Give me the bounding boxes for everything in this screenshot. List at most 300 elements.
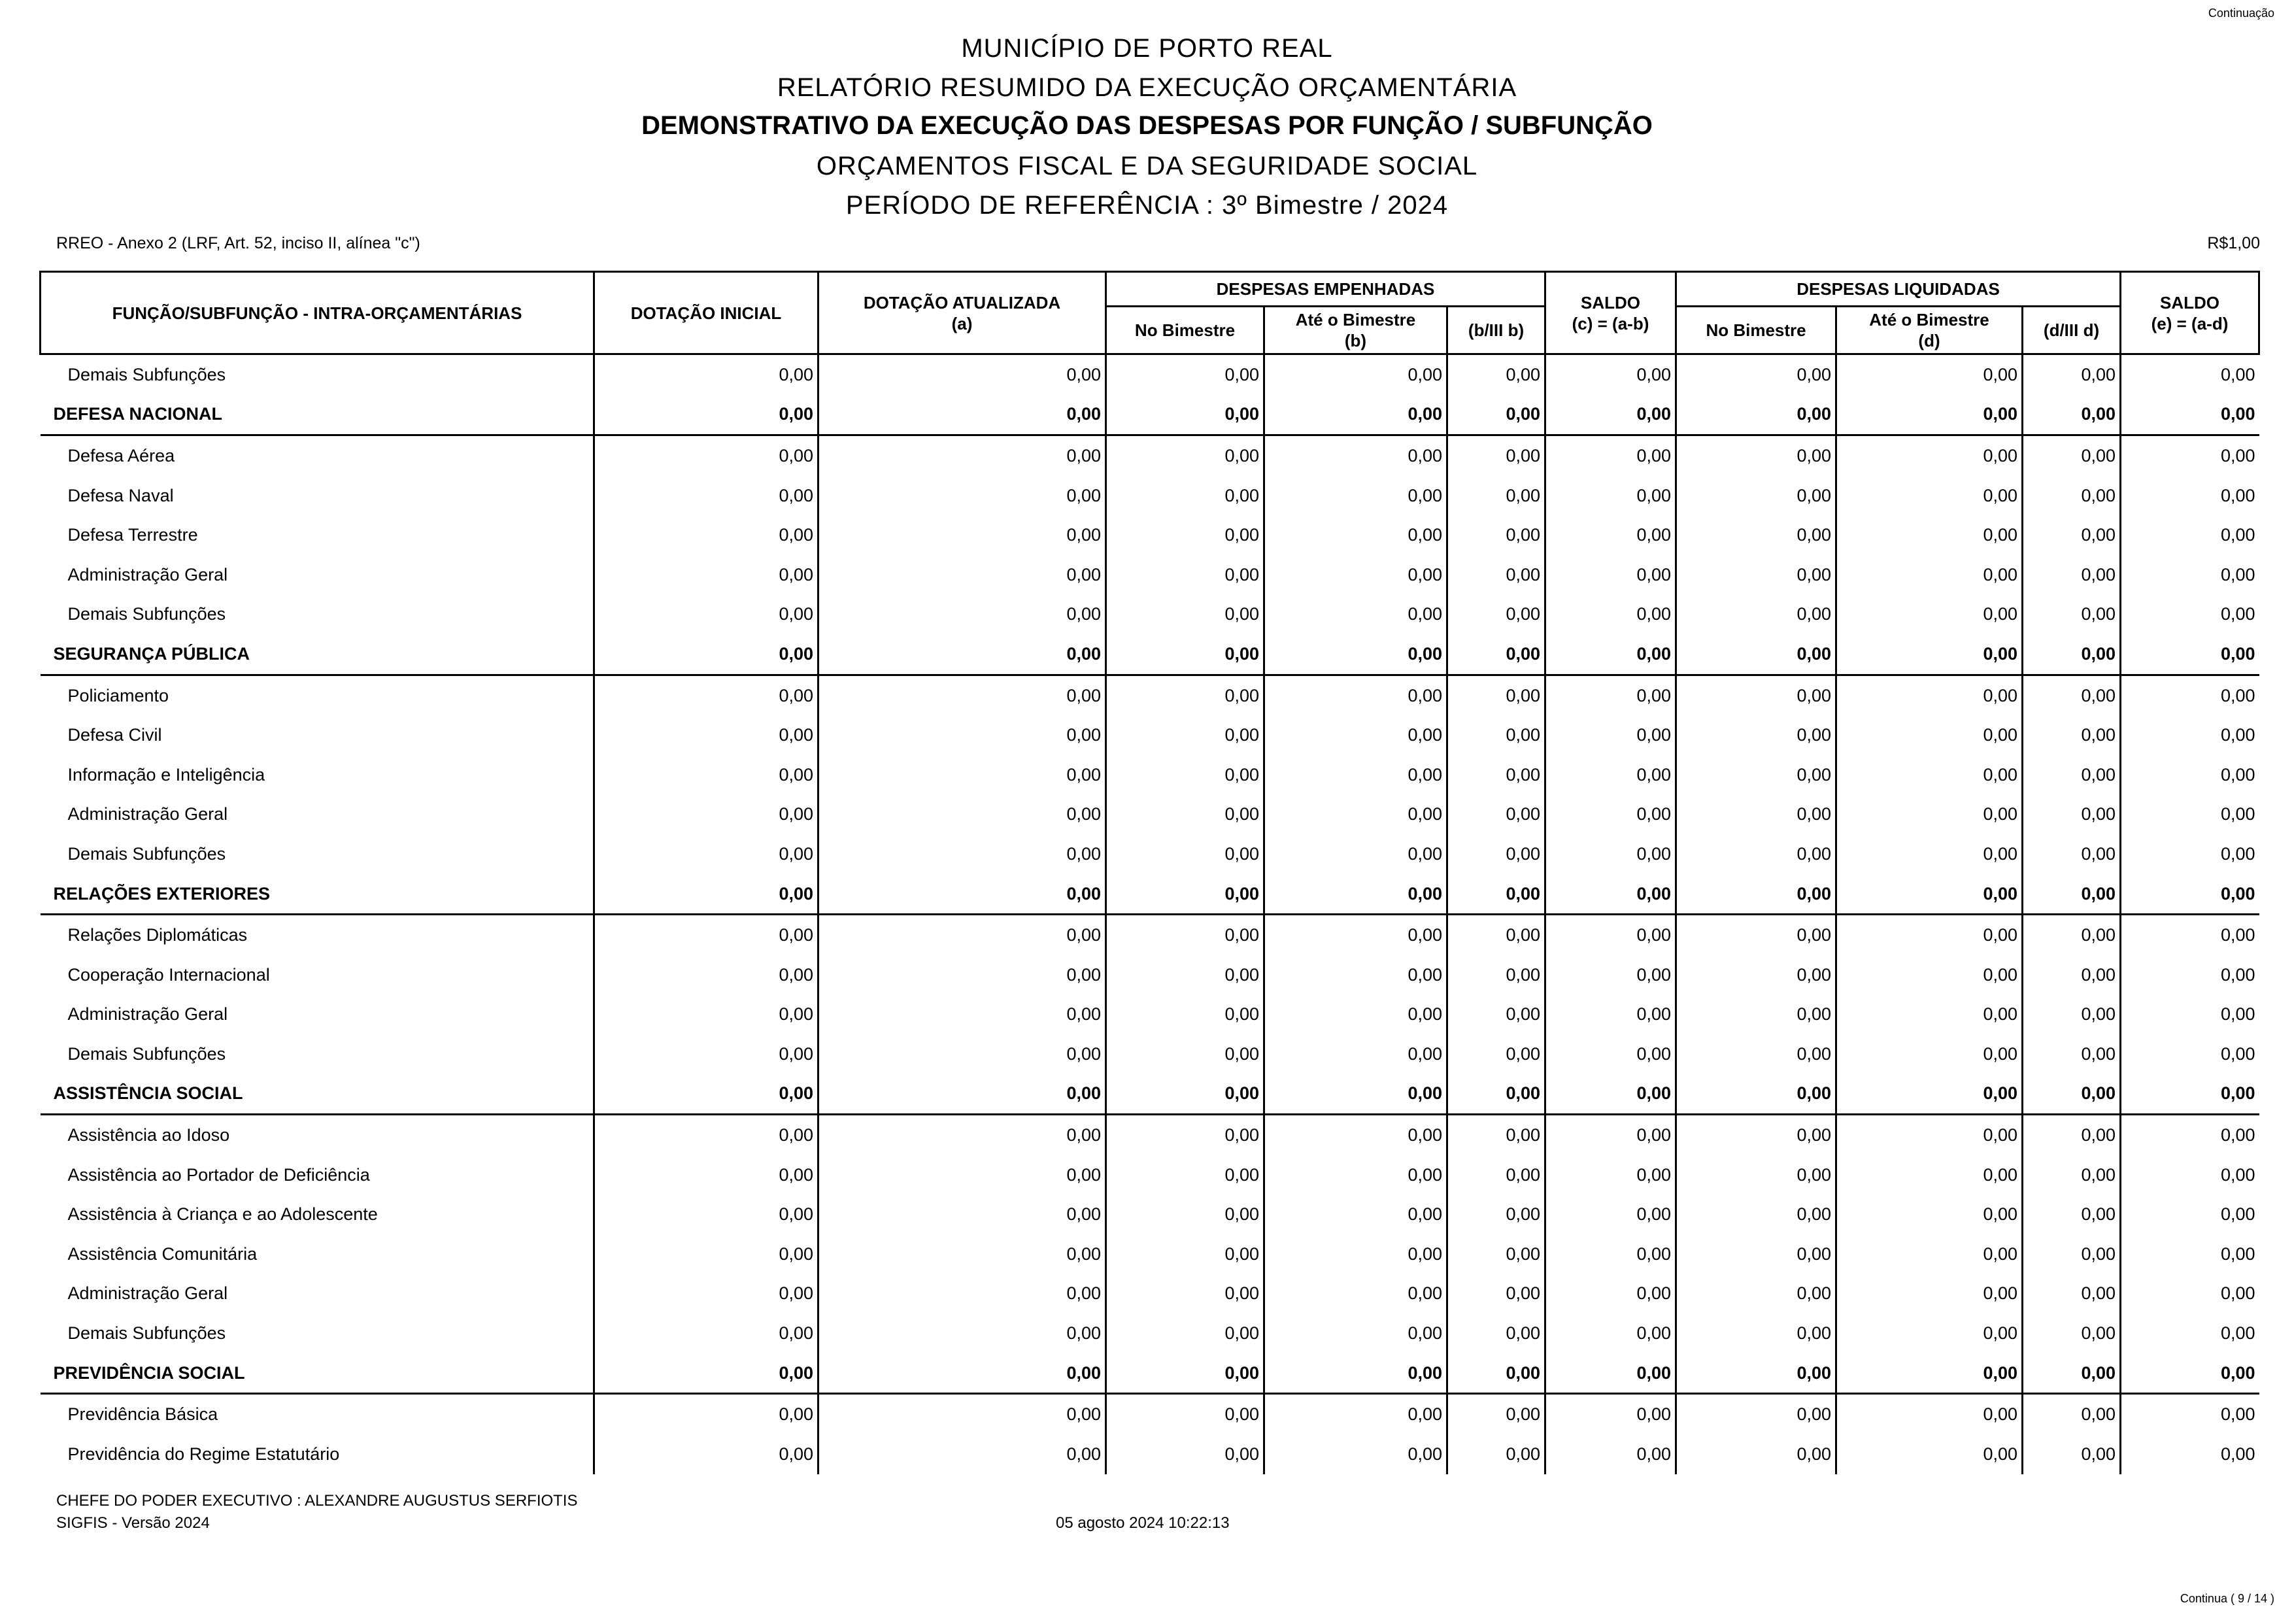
value-cell: 0,00: [818, 1234, 1106, 1274]
value-cell: 0,00: [1447, 1074, 1545, 1115]
value-cell: 0,00: [818, 915, 1106, 955]
value-cell: 0,00: [1264, 1034, 1447, 1074]
value-cell: 0,00: [818, 874, 1106, 915]
subfunction-label: Assistência ao Portador de Deficiência: [67, 1164, 370, 1185]
value-cell: 0,00: [1106, 354, 1264, 395]
value-cell: 0,00: [1545, 1274, 1676, 1314]
value-cell: 0,00: [1264, 1194, 1447, 1234]
subfunction-row: [41, 1394, 2259, 1434]
value-cell: 0,00: [1447, 915, 1545, 955]
value-cell: 0,00: [1545, 915, 1676, 955]
value-cell: 0,00: [594, 795, 818, 835]
function-label: DEFESA NACIONAL: [41, 395, 594, 435]
budget-scope-title: ORÇAMENTOS FISCAL E DA SEGURIDADE SOCIAL: [816, 152, 1478, 180]
subfunction-label: Assistência Comunitária: [67, 1243, 258, 1264]
value-cell: 0,00: [1545, 1115, 1676, 1155]
value-cell: 0,00: [818, 555, 1106, 595]
value-cell: 0,00: [1676, 1274, 1836, 1314]
value-cell: 0,00: [1836, 435, 2023, 476]
value-cell: 0,00: [594, 1034, 818, 1074]
value-cell: 0,00: [1106, 915, 1264, 955]
value-cell: 0,00: [2121, 555, 2259, 595]
value-cell: 0,00: [1447, 515, 1545, 555]
header-emp-no-bimestre: No Bimestre: [1106, 307, 1264, 354]
header-emp-ate-bimestre-label: Até o Bimestre: [1295, 310, 1416, 330]
value-cell: 0,00: [1264, 354, 1447, 395]
subfunction-row: [41, 1034, 2259, 1074]
value-cell: 0,00: [1676, 555, 1836, 595]
value-cell: 0,00: [1447, 1155, 1545, 1195]
value-cell: 0,00: [594, 1434, 818, 1474]
value-cell: 0,00: [818, 1034, 1106, 1074]
continuation-note: Continuação: [2208, 7, 2274, 20]
value-cell: 0,00: [1836, 1034, 2023, 1074]
value-cell: 0,00: [1447, 1115, 1545, 1155]
function-label: PREVIDÊNCIA SOCIAL: [41, 1353, 594, 1394]
value-cell: 0,00: [1106, 955, 1264, 995]
municipality-title: MUNICÍPIO DE PORTO REAL: [961, 34, 1333, 63]
header-dotacao-atualizada-sub: (a): [951, 313, 973, 333]
value-cell: 0,00: [2121, 1115, 2259, 1155]
value-cell: 0,00: [1545, 395, 1676, 435]
value-cell: 0,00: [2121, 874, 2259, 915]
value-cell: 0,00: [1545, 755, 1676, 795]
value-cell: 0,00: [1676, 1313, 1836, 1353]
value-cell: 0,00: [1836, 595, 2023, 635]
subfunction-row: [41, 834, 2259, 874]
value-cell: 0,00: [1545, 675, 1676, 715]
value-cell: 0,00: [594, 755, 818, 795]
value-cell: 0,00: [818, 1194, 1106, 1234]
subfunction-row: [41, 715, 2259, 755]
value-cell: 0,00: [1676, 395, 1836, 435]
subfunction-row: [41, 955, 2259, 995]
value-cell: 0,00: [1447, 955, 1545, 995]
value-cell: 0,00: [1447, 795, 1545, 835]
reference-period: PERÍODO DE REFERÊNCIA : 3º Bimestre / 2024: [845, 191, 1449, 220]
subfunction-row: [41, 675, 2259, 715]
value-cell: 0,00: [1545, 715, 1676, 755]
table-body: [41, 354, 2259, 1474]
value-cell: 0,00: [2023, 955, 2121, 995]
value-cell: 0,00: [2023, 834, 2121, 874]
value-cell: 0,00: [1447, 476, 1545, 516]
value-cell: 0,00: [1676, 634, 1836, 675]
currency-unit: R$1,00: [2207, 234, 2260, 252]
value-cell: 0,00: [2023, 1194, 2121, 1234]
value-cell: 0,00: [1676, 1394, 1836, 1434]
value-cell: 0,00: [1836, 476, 2023, 516]
function-label: RELAÇÕES EXTERIORES: [41, 874, 594, 915]
subfunction-row: [41, 915, 2259, 955]
subfunction-label: Previdência Básica: [67, 1404, 218, 1425]
value-cell: 0,00: [594, 995, 818, 1035]
subfunction-row: [41, 595, 2259, 635]
value-cell: 0,00: [1106, 515, 1264, 555]
value-cell: 0,00: [1264, 476, 1447, 516]
value-cell: 0,00: [818, 715, 1106, 755]
value-cell: 0,00: [1676, 1115, 1836, 1155]
value-cell: 0,00: [1676, 354, 1836, 395]
subfunction-row: [41, 555, 2259, 595]
value-cell: 0,00: [594, 555, 818, 595]
value-cell: 0,00: [1106, 675, 1264, 715]
header-saldo-c-label: SALDO: [1581, 292, 1641, 313]
value-cell: 0,00: [2121, 515, 2259, 555]
value-cell: 0,00: [1836, 1353, 2023, 1394]
value-cell: 0,00: [1106, 595, 1264, 635]
value-cell: 0,00: [594, 1074, 818, 1115]
subfunction-label: Defesa Naval: [67, 485, 174, 505]
subfunction-row: [41, 435, 2259, 476]
value-cell: 0,00: [1545, 1194, 1676, 1234]
value-cell: 0,00: [1264, 755, 1447, 795]
value-cell: 0,00: [1447, 1313, 1545, 1353]
system-version: SIGFIS - Versão 2024: [56, 1514, 210, 1532]
value-cell: 0,00: [1264, 395, 1447, 435]
value-cell: 0,00: [594, 435, 818, 476]
value-cell: 0,00: [1106, 1274, 1264, 1314]
function-total-row: [41, 1353, 2259, 1394]
value-cell: 0,00: [1264, 715, 1447, 755]
value-cell: 0,00: [2121, 1274, 2259, 1314]
value-cell: 0,00: [818, 395, 1106, 435]
subfunction-row: [41, 354, 2259, 395]
value-cell: 0,00: [1545, 435, 1676, 476]
value-cell: 0,00: [2023, 755, 2121, 795]
value-cell: 0,00: [1836, 755, 2023, 795]
value-cell: 0,00: [1264, 955, 1447, 995]
value-cell: 0,00: [1106, 634, 1264, 675]
value-cell: 0,00: [1676, 435, 1836, 476]
value-cell: 0,00: [2121, 1313, 2259, 1353]
value-cell: 0,00: [1106, 435, 1264, 476]
value-cell: 0,00: [1676, 476, 1836, 516]
value-cell: 0,00: [1545, 1434, 1676, 1474]
value-cell: 0,00: [1676, 874, 1836, 915]
subfunction-row: [41, 995, 2259, 1035]
value-cell: 0,00: [1836, 1313, 2023, 1353]
value-cell: 0,00: [594, 915, 818, 955]
value-cell: 0,00: [1545, 354, 1676, 395]
value-cell: 0,00: [1447, 1034, 1545, 1074]
value-cell: 0,00: [1447, 435, 1545, 476]
subfunction-label: Administração Geral: [67, 1004, 228, 1024]
value-cell: 0,00: [1264, 834, 1447, 874]
value-cell: 0,00: [818, 1155, 1106, 1195]
value-cell: 0,00: [1836, 1115, 2023, 1155]
value-cell: 0,00: [1264, 1115, 1447, 1155]
value-cell: 0,00: [1676, 595, 1836, 635]
value-cell: 0,00: [1264, 1434, 1447, 1474]
header-liq-ate-bimestre: [1836, 307, 2023, 354]
value-cell: 0,00: [2121, 435, 2259, 476]
header-saldo-e: [2121, 272, 2259, 354]
value-cell: 0,00: [1836, 995, 2023, 1035]
subfunction-label: Relações Diplomáticas: [67, 925, 248, 945]
value-cell: 0,00: [1264, 1274, 1447, 1314]
value-cell: 0,00: [2121, 1194, 2259, 1234]
value-cell: 0,00: [1545, 995, 1676, 1035]
subfunction-row: [41, 1234, 2259, 1274]
value-cell: 0,00: [1106, 395, 1264, 435]
value-cell: 0,00: [1447, 395, 1545, 435]
value-cell: 0,00: [1264, 435, 1447, 476]
value-cell: 0,00: [1106, 1353, 1264, 1394]
value-cell: 0,00: [818, 435, 1106, 476]
value-cell: 0,00: [1676, 834, 1836, 874]
function-label: ASSISTÊNCIA SOCIAL: [41, 1074, 594, 1115]
value-cell: 0,00: [594, 715, 818, 755]
annex-reference: RREO - Anexo 2 (LRF, Art. 52, inciso II, alínea "c"): [56, 234, 420, 252]
value-cell: 0,00: [594, 1115, 818, 1155]
value-cell: 0,00: [1264, 515, 1447, 555]
value-cell: 0,00: [1447, 715, 1545, 755]
value-cell: 0,00: [1447, 1194, 1545, 1234]
value-cell: 0,00: [2121, 634, 2259, 675]
function-total-row: [41, 395, 2259, 435]
value-cell: 0,00: [1264, 1074, 1447, 1115]
value-cell: 0,00: [2121, 795, 2259, 835]
subfunction-label: Assistência à Criança e ao Adolescente: [67, 1204, 378, 1225]
value-cell: 0,00: [818, 354, 1106, 395]
function-total-row: [41, 634, 2259, 675]
header-emp-pct: (b/III b): [1447, 307, 1545, 354]
value-cell: 0,00: [2121, 915, 2259, 955]
value-cell: 0,00: [818, 476, 1106, 516]
executive-chief: CHEFE DO PODER EXECUTIVO : ALEXANDRE AUGUSTUS SERFIOTIS: [56, 1492, 578, 1510]
value-cell: 0,00: [1545, 955, 1676, 995]
value-cell: 0,00: [1545, 1155, 1676, 1195]
value-cell: 0,00: [2121, 834, 2259, 874]
value-cell: 0,00: [594, 1194, 818, 1234]
value-cell: 0,00: [1264, 675, 1447, 715]
value-cell: 0,00: [1106, 1155, 1264, 1195]
value-cell: 0,00: [1676, 1234, 1836, 1274]
value-cell: 0,00: [2023, 595, 2121, 635]
value-cell: 0,00: [2023, 1155, 2121, 1195]
value-cell: 0,00: [1545, 834, 1676, 874]
value-cell: 0,00: [2023, 715, 2121, 755]
value-cell: 0,00: [818, 634, 1106, 675]
value-cell: 0,00: [1264, 995, 1447, 1035]
value-cell: 0,00: [2023, 476, 2121, 516]
header-emp-ate-bimestre-sub: (b): [1344, 331, 1367, 350]
header-funcao: FUNÇÃO/SUBFUNÇÃO - INTRA-ORÇAMENTÁRIAS: [41, 272, 594, 354]
value-cell: 0,00: [1545, 1034, 1676, 1074]
value-cell: 0,00: [2121, 354, 2259, 395]
value-cell: 0,00: [1836, 834, 2023, 874]
value-cell: 0,00: [1447, 874, 1545, 915]
value-cell: 0,00: [2121, 955, 2259, 995]
value-cell: 0,00: [1106, 1394, 1264, 1434]
value-cell: 0,00: [1836, 715, 2023, 755]
header-emp-ate-bimestre: [1264, 307, 1447, 354]
subfunction-row: [41, 795, 2259, 835]
value-cell: 0,00: [594, 634, 818, 675]
value-cell: 0,00: [818, 834, 1106, 874]
value-cell: 0,00: [1264, 795, 1447, 835]
value-cell: 0,00: [1676, 795, 1836, 835]
value-cell: 0,00: [1836, 1234, 2023, 1274]
value-cell: 0,00: [2121, 476, 2259, 516]
value-cell: 0,00: [1545, 595, 1676, 635]
value-cell: 0,00: [2023, 1313, 2121, 1353]
value-cell: 0,00: [1264, 555, 1447, 595]
header-liq-no-bimestre: No Bimestre: [1676, 307, 1836, 354]
value-cell: 0,00: [818, 1274, 1106, 1314]
value-cell: 0,00: [2023, 435, 2121, 476]
value-cell: 0,00: [1264, 915, 1447, 955]
value-cell: 0,00: [818, 755, 1106, 795]
value-cell: 0,00: [1447, 1274, 1545, 1314]
value-cell: 0,00: [594, 955, 818, 995]
value-cell: 0,00: [1836, 675, 2023, 715]
value-cell: 0,00: [1264, 1155, 1447, 1195]
value-cell: 0,00: [2023, 995, 2121, 1035]
subfunction-label: Informação e Inteligência: [67, 764, 265, 785]
value-cell: 0,00: [1106, 555, 1264, 595]
value-cell: 0,00: [1545, 874, 1676, 915]
value-cell: 0,00: [2023, 395, 2121, 435]
value-cell: 0,00: [1676, 995, 1836, 1035]
value-cell: 0,00: [818, 1434, 1106, 1474]
header-dotacao-inicial: DOTAÇÃO INICIAL: [594, 272, 818, 354]
value-cell: 0,00: [1676, 1074, 1836, 1115]
value-cell: 0,00: [594, 515, 818, 555]
value-cell: 0,00: [2023, 1434, 2121, 1474]
report-title: RELATÓRIO RESUMIDO DA EXECUÇÃO ORÇAMENTÁRIA: [777, 73, 1517, 102]
value-cell: 0,00: [818, 1394, 1106, 1434]
page-indicator: Continua ( 9 / 14 ): [2180, 1592, 2274, 1605]
value-cell: 0,00: [2121, 1353, 2259, 1394]
value-cell: 0,00: [2023, 915, 2121, 955]
value-cell: 0,00: [1447, 675, 1545, 715]
value-cell: 0,00: [1836, 874, 2023, 915]
value-cell: 0,00: [2023, 1074, 2121, 1115]
value-cell: 0,00: [818, 675, 1106, 715]
value-cell: 0,00: [2023, 795, 2121, 835]
value-cell: 0,00: [818, 1115, 1106, 1155]
subfunction-label: Assistência ao Idoso: [67, 1125, 230, 1145]
value-cell: 0,00: [1676, 1353, 1836, 1394]
value-cell: 0,00: [1836, 354, 2023, 395]
value-cell: 0,00: [2023, 634, 2121, 675]
subfunction-row: [41, 1274, 2259, 1314]
value-cell: 0,00: [1836, 1155, 2023, 1195]
subfunction-row: [41, 1313, 2259, 1353]
value-cell: 0,00: [1545, 1074, 1676, 1115]
value-cell: 0,00: [1545, 515, 1676, 555]
value-cell: 0,00: [1447, 755, 1545, 795]
subfunction-label: Administração Geral: [67, 1283, 228, 1304]
value-cell: 0,00: [1106, 755, 1264, 795]
value-cell: 0,00: [2121, 1034, 2259, 1074]
value-cell: 0,00: [594, 354, 818, 395]
value-cell: 0,00: [594, 834, 818, 874]
value-cell: 0,00: [1447, 634, 1545, 675]
value-cell: 0,00: [818, 595, 1106, 635]
value-cell: 0,00: [2023, 515, 2121, 555]
value-cell: 0,00: [1264, 595, 1447, 635]
expense-table: [39, 271, 2260, 1474]
value-cell: 0,00: [1836, 1274, 2023, 1314]
value-cell: 0,00: [1106, 1034, 1264, 1074]
value-cell: 0,00: [1264, 1394, 1447, 1434]
value-cell: 0,00: [1836, 395, 2023, 435]
value-cell: 0,00: [594, 874, 818, 915]
value-cell: 0,00: [2121, 1074, 2259, 1115]
value-cell: 0,00: [818, 1313, 1106, 1353]
value-cell: 0,00: [2023, 1115, 2121, 1155]
value-cell: 0,00: [2121, 755, 2259, 795]
value-cell: 0,00: [818, 995, 1106, 1035]
value-cell: 0,00: [1545, 1394, 1676, 1434]
value-cell: 0,00: [1676, 675, 1836, 715]
header-saldo-e-sub: (e) = (a-d): [2151, 313, 2229, 333]
value-cell: 0,00: [818, 955, 1106, 995]
value-cell: 0,00: [2023, 1034, 2121, 1074]
value-cell: 0,00: [818, 1353, 1106, 1394]
value-cell: 0,00: [2023, 675, 2121, 715]
value-cell: 0,00: [1264, 874, 1447, 915]
value-cell: 0,00: [1447, 1353, 1545, 1394]
header-liq-ate-bimestre-sub: (d): [1918, 331, 1940, 350]
value-cell: 0,00: [1106, 476, 1264, 516]
value-cell: 0,00: [1836, 1434, 2023, 1474]
value-cell: 0,00: [2121, 395, 2259, 435]
value-cell: 0,00: [594, 1274, 818, 1314]
value-cell: 0,00: [1264, 634, 1447, 675]
value-cell: 0,00: [2121, 1155, 2259, 1195]
header-despesas-empenhadas: DESPESAS EMPENHADAS: [1106, 272, 1545, 307]
subfunction-label: Defesa Terrestre: [67, 525, 198, 545]
value-cell: 0,00: [2023, 1394, 2121, 1434]
value-cell: 0,00: [818, 795, 1106, 835]
header-liq-ate-bimestre-label: Até o Bimestre: [1869, 310, 1989, 330]
value-cell: 0,00: [2023, 354, 2121, 395]
header-dotacao-atualizada-label: DOTAÇÃO ATUALIZADA: [863, 292, 1061, 313]
value-cell: 0,00: [1106, 715, 1264, 755]
value-cell: 0,00: [1676, 955, 1836, 995]
value-cell: 0,00: [594, 476, 818, 516]
value-cell: 0,00: [2121, 1234, 2259, 1274]
value-cell: 0,00: [1264, 1313, 1447, 1353]
value-cell: 0,00: [594, 395, 818, 435]
subfunction-label: Defesa Civil: [67, 725, 162, 745]
value-cell: 0,00: [1545, 1353, 1676, 1394]
value-cell: 0,00: [1836, 634, 2023, 675]
value-cell: 0,00: [1676, 915, 1836, 955]
value-cell: 0,00: [1545, 795, 1676, 835]
subfunction-row: [41, 755, 2259, 795]
subfunction-label: Demais Subfunções: [67, 1323, 226, 1344]
value-cell: 0,00: [594, 1313, 818, 1353]
value-cell: 0,00: [1106, 1115, 1264, 1155]
value-cell: 0,00: [1447, 1234, 1545, 1274]
value-cell: 0,00: [1447, 555, 1545, 595]
value-cell: 0,00: [2121, 715, 2259, 755]
value-cell: 0,00: [1836, 1074, 2023, 1115]
value-cell: 0,00: [1106, 1194, 1264, 1234]
statement-title: DEMONSTRATIVO DA EXECUÇÃO DAS DESPESAS POR FUNÇÃO / SUBFUNÇÃO: [641, 111, 1653, 140]
value-cell: 0,00: [1676, 755, 1836, 795]
subfunction-row: [41, 515, 2259, 555]
value-cell: 0,00: [1676, 1434, 1836, 1474]
value-cell: 0,00: [1836, 915, 2023, 955]
value-cell: 0,00: [1106, 1313, 1264, 1353]
value-cell: 0,00: [2121, 995, 2259, 1035]
